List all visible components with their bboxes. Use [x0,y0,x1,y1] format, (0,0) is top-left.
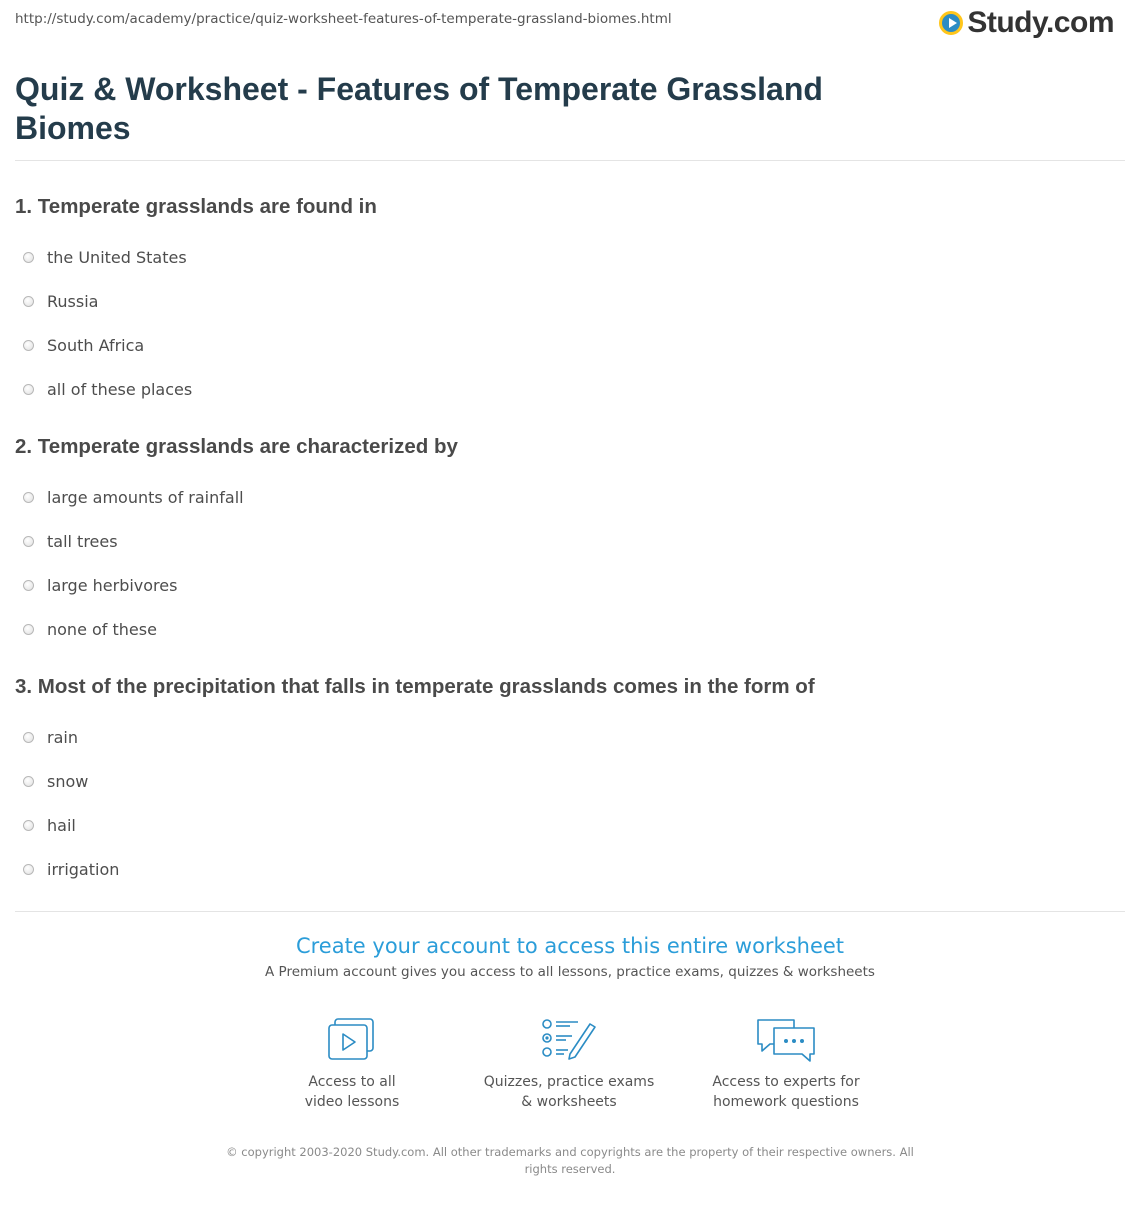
answer-option[interactable] [15,607,458,651]
radio-button[interactable] [23,252,34,263]
answer-label: hail [47,815,76,835]
answer-option[interactable] [15,367,377,411]
feature-label: Access to all video lessons [304,1074,400,1110]
radio-button[interactable] [23,580,34,591]
copyright-notice: © copyright 2003-2020 Study.com. All other trademarks and copyrights are the property of their respective owners. All rights reserved. [226,1145,914,1176]
feature-quizzes [469,1016,669,1112]
answer-option[interactable] [15,519,458,563]
answer-option[interactable] [15,235,377,279]
question-text: 1. Temperate grasslands are found in [15,195,377,218]
answer-option[interactable] [15,279,377,323]
radio-button[interactable] [23,296,34,307]
answer-option[interactable] [15,803,815,847]
radio-button[interactable] [23,340,34,351]
create-account-link[interactable]: Create your account to access this entire worksheet [295,934,845,958]
video-lessons-icon [326,1016,378,1062]
question-1 [15,195,377,411]
answer-label: all of these places [47,379,193,399]
title-divider [15,160,1125,161]
answer-option[interactable] [15,563,458,607]
radio-button[interactable] [23,536,34,547]
radio-button[interactable] [23,732,34,743]
radio-button[interactable] [23,624,34,635]
answer-option[interactable] [15,475,458,519]
feature-label: Quizzes, practice exams & worksheets [483,1074,655,1110]
page-title: Quiz & Worksheet - Features of Temperate Grassland Biomes [15,71,823,146]
radio-button[interactable] [23,820,34,831]
answer-label: large herbivores [47,575,178,595]
answer-label: Russia [47,291,99,311]
cta-divider [15,911,1125,912]
answer-label: irrigation [47,859,120,879]
radio-button[interactable] [23,776,34,787]
feature-video-lessons [252,1016,452,1112]
feature-experts [686,1016,886,1112]
answer-option[interactable] [15,715,815,759]
question-text: 2. Temperate grasslands are characterized by [15,435,458,458]
answer-option[interactable] [15,323,377,367]
study-play-icon [939,11,963,35]
answer-label: tall trees [47,531,118,551]
radio-button[interactable] [23,384,34,395]
cta-subtitle: A Premium account gives you access to all lessons, practice exams, quizzes & worksheets [265,964,875,980]
question-2 [15,435,458,651]
answer-label: large amounts of rainfall [47,487,244,507]
radio-button[interactable] [23,492,34,503]
answer-option[interactable] [15,847,815,891]
answer-label: snow [47,771,89,791]
page-url: http://study.com/academy/practice/quiz-worksheet-features-of-temperate-grassland-biomes.html [15,11,672,27]
quiz-checklist-icon [540,1016,598,1062]
feature-label: Access to experts for homework questions [712,1074,860,1110]
logo-text: Study.com [967,6,1114,39]
question-3 [15,675,815,891]
chat-experts-icon [754,1016,818,1062]
answer-label: none of these [47,619,157,639]
answer-label: South Africa [47,335,145,355]
question-text: 3. Most of the precipitation that falls in temperate grasslands comes in the form of [15,675,815,698]
radio-button[interactable] [23,864,34,875]
answer-option[interactable] [15,759,815,803]
study-logo[interactable] [939,6,1114,40]
answer-label: the United States [47,247,187,267]
answer-label: rain [47,727,78,747]
